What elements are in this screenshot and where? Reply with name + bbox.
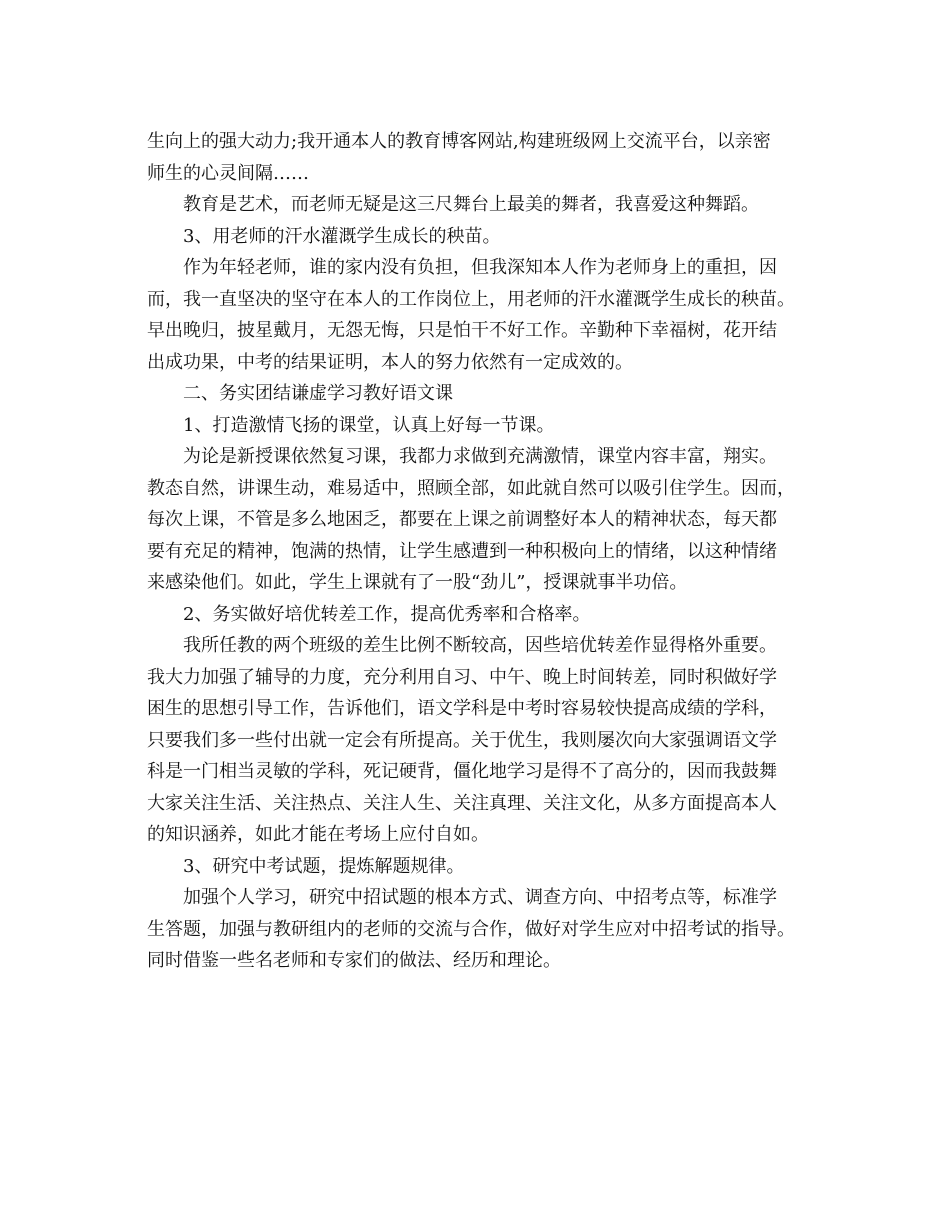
text-line: 来感染他们。如此，学生上课就有了一股“劲儿”，授课就事半功倍。 [147, 572, 688, 593]
text-line: 我大力加强了辅导的力度，充分利用自习、中午、晚上时间转差，同时积做好学 [147, 666, 777, 688]
text-line: 师生的心灵间隔…… [147, 162, 309, 184]
text-line: 加强个人学习，研究中招试题的根本方式、调查方向、中招考点等，标准学 [183, 887, 777, 908]
text-line: 出成功果，中考的结果证明，本人的努力依然有一定成效的。 [147, 351, 633, 373]
body-text [147, 126, 823, 977]
text-line: 大家关注生活、关注热点、关注人生、关注真理、关注文化，从多方面提高本人 [147, 792, 777, 814]
text-line: 困生的思想引导工作，告诉他们，语文学科是中考时容易较快提高成绩的学科， [147, 698, 777, 719]
text-line: 作为年轻老师，谁的家内没有负担，但我深知本人作为老师身上的重担，因 [183, 257, 777, 278]
text-line: 生答题，加强与教研组内的老师的交流与合作，做好对学生应对中招考试的指导。 [147, 918, 795, 940]
text-line: 1、打造激情飞扬的课堂，认真上好每一节课。 [183, 414, 555, 436]
text-line: 早出晚归，披星戴月，无怨无悔，只是怕干不好工作。辛勤种下幸福树，花开结 [147, 320, 777, 341]
text-line: 的知识涵养，如此才能在考场上应付自如。 [147, 824, 489, 845]
text-line: 只要我们多一些付出就一定会有所提高。关于优生，我则屡次向大家强调语文学 [147, 729, 777, 751]
text-line: 我所任教的两个班级的差生比例不断较高，因些培优转差作显得格外重要。 [183, 635, 777, 656]
text-line: 要有充足的精神，饱满的热情，让学生感遭到一种积极向上的情绪，以这种情绪 [147, 540, 777, 562]
text-line: 教态自然，讲课生动，难易适中，照顾全部，如此就自然可以吸引住学生。因而， [147, 477, 795, 499]
text-line: 二、务实团结谦虚学习教好语文课 [183, 383, 453, 404]
text-line: 而，我一直坚决的坚守在本人的工作岗位上，用老师的汗水灌溉学生成长的秧苗。 [147, 288, 795, 310]
text-line: 生向上的强大动力;我开通本人的教育博客网站,构建班级网上交流平台，以亲密 [147, 131, 771, 152]
text-line: 科是一门相当灵敏的学科，死记硬背，僵化地学习是得不了高分的，因而我鼓舞 [147, 761, 777, 782]
text-line: 教育是艺术，而老师无疑是这三尺舞台上最美的舞者，我喜爱这种舞蹈。 [183, 194, 759, 215]
text-line: 为论是新授课依然复习课，我都力求做到充满激情，课堂内容丰富，翔实。 [183, 446, 777, 467]
text-line: 2、务实做好培优转差工作，提高优秀率和合格率。 [183, 603, 591, 625]
text-line: 每次上课，不管是多么地困乏，都要在上课之前调整好本人的精神状态，每天都 [147, 509, 777, 530]
text-line: 3、用老师的汗水灌溉学生成长的秧苗。 [183, 225, 501, 247]
text-line: 同时借鉴一些名老师和专家们的做法、经历和理论。 [147, 950, 561, 971]
text-line: 3、研究中考试题，提炼解题规律。 [183, 855, 465, 877]
